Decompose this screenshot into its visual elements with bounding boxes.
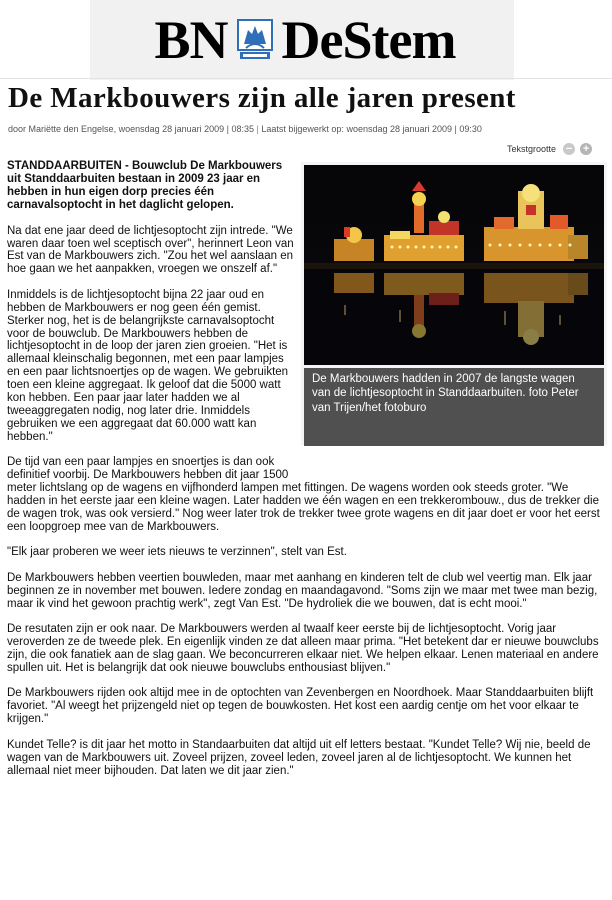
- photo-caption: De Markbouwers hadden in 2007 de langste wagen van de lichtjesoptocht in Standdaarbuiten. foto Peter van Trijen/het fotoburo: [304, 368, 604, 446]
- masthead: [90, 0, 514, 80]
- lion-crest-icon: [236, 18, 274, 62]
- newspaper-logo[interactable]: [110, 12, 500, 68]
- article-paragraph: De Markbouwers hebben veertien bouwleden, maar met aanhang en kinderen telt de club wel veertig man. Elk jaar beginnen ze in november met bouwen. Iedere zondag en maandagavond. "Soms zijn we maar met twee man bezig, maar ik vind het gewoon prachtig werk", zegt Van Est. "De hydroliek die we bouwen, dat is echt mooi.": [7, 571, 598, 610]
- byline: door Mariëtte den Engelse, woensdag 28 januari 2009 | 08:35: [8, 124, 255, 134]
- article-photo[interactable]: [304, 165, 604, 365]
- text-size-increase-button[interactable]: +: [580, 143, 592, 155]
- article-paragraph: Kundet Telle? is dit jaar het motto in Standaarbuiten dat altijd uit elf letters bestaat. "Kundet Telle? Wij nie, beeld de wagen van de Markbouwers uit. Zoveel prijzen, zoveel leden, zoveel jaren al de lichtjesoptocht. We kunnen het allemaal niet meer bijhouden. Dat laten we dit jaar zien.": [7, 738, 591, 777]
- article-paragraph: Na dat ene jaar deed de lichtjesoptocht zijn intrede. "We waren daar toen wel sceptisch over", herinnert Leon van Est van de Markbouwers zich. "Zou het wel aanslaan en hoe gaan we het aanpakken, vroegen we onszelf af.": [7, 224, 294, 276]
- article-title: De Markbouwers zijn alle jaren present: [8, 82, 516, 114]
- text-size-control: [507, 142, 607, 156]
- text-size-label: Tekstgrootte: [507, 144, 557, 154]
- article-meta: [8, 124, 608, 134]
- logo-left-word: BN: [154, 10, 228, 70]
- meta-separator: |: [256, 124, 259, 134]
- article-paragraph: De resutaten zijn er ook naar. De Markbouwers werden al twaalf keer eerste bij de lichtjesoptocht. Vorig jaar veroverden ze de tweede plek. En eigenlijk vinden ze dat alleen maar prima. "Het betekent dar er nieuwe bouwclubs zijn, die ook fanatiek aan de slag gaan. We beconcurreren elkaar niet. We helpen elkaar. Lenen materiaal en andere spullen uit. Het is belangrijk dat ook nieuwe bouwclubs enthousiast blijven.": [7, 623, 599, 674]
- text-size-decrease-button[interactable]: −: [563, 143, 575, 155]
- article-paragraph: De tijd van een paar lampjes en snoertjes is dan ook definitief voorbij. De Markbouwers hebben dit jaar 1500 meter lichtslang op de wagens en vijfhonderd lampen met fittingen. De wagens worden ook steeds groter. "We hadden in het eerste jaar een kleine wagen. Later hadden we één wagen en een trekkerombouw., dus de trekker die de wagen trok, was ook versierd." Nog weer later trok de trekker twee grote wagens en dit jaar doet er voor het eerst een loopgroep mee van de Markbouwers.: [7, 456, 600, 533]
- logo-right-word: DeStem: [281, 10, 456, 70]
- header-divider: [0, 78, 612, 79]
- article-paragraph: De Markbouwers rijden ook altijd mee in de optochten van Zevenbergen en Noordhoek. Maar Standdaarbuiten blijft favoriet. "Al weegt het prijzengeld niet op tegen de bouwkosten. Het kost een aardig centje om het voor elkaar te krijgen.": [7, 687, 594, 726]
- article-figure: [301, 162, 607, 445]
- article-paragraph: "Elk jaar proberen we weer iets nieuws te verzinnen", stelt van Est.: [7, 546, 347, 559]
- last-updated: Laatst bijgewerkt op: woensdag 28 januari 2009 | 09:30: [261, 124, 482, 134]
- article-paragraph: Inmiddels is de lichtjesoptocht bijna 22 jaar oud en hebben de Markbouwers er nog geen één gemist. Sterker nog, het is de belangrijkste carnavalsoptocht voor de bouwclub. De Markbouwers hebben de lichtjesoptocht in de loop der jaren zien groeien. "Het is allemaal kleinschalig begonnen, met een paar lampjes en een paar lichtsnoertjes op de wagen. We gebruikten toen een kleine aggregaat. Ik geloof dat die 5000 watt kon hebben. Een paar jaar later hadden we al tweeaggregaten nodig, nog later drie. Inmiddels gebruiken we een aggregaat dat 60.000 watt kan hebben.": [7, 288, 289, 443]
- article-lead: STANDDAARBUITEN - Bouwclub De Markbouwers uit Standdaarbuiten bestaan in 2009 23 jaar en hebben in hun eigen dorp precies één carnavalsoptocht in het daglicht gelopen.: [7, 160, 283, 211]
